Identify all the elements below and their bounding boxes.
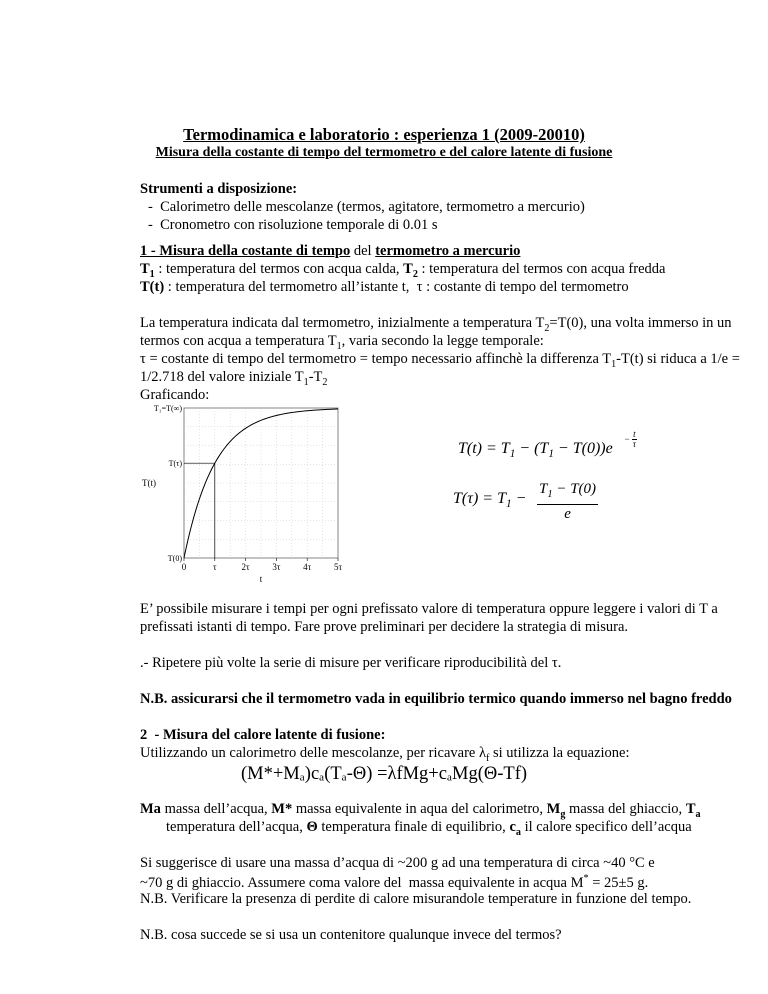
t2-label: $T_2$ [403, 261, 418, 280]
equation-1-exponent: − $\frac{t}{\tau}$ [624, 429, 636, 449]
paragraph-2-line-2: prefissati istanti di tempo. Fare prove preliminari per decidere la strategia di misura. [140, 619, 629, 635]
equation-2-fraction: $T_1 - T(0)$ e [539, 481, 597, 522]
section-1-def1: $T_1$ : temperatura del termos con acqua calda, $T_2$ : temperatura del termos con acqua fredda [140, 261, 666, 280]
page-title: Termodinamica e laboratorio : esperienza 1 (2009-20010) [183, 125, 585, 144]
chart-x-tick-label: 5τ [333, 562, 343, 572]
paragraph-1-line-5: Graficando: [140, 387, 210, 403]
exponential-chart [140, 402, 350, 592]
paragraph-1-line-3: τ = costante di tempo del termometro = tempo necessario affinchè la differenza $T_1-T(t)$ si riduca a 1/e = [140, 351, 740, 370]
paragraph-2-line-1: E’ possibile misurare i tempi per ogni prefissato valore di temperatura oppure leggere i valori di T a [140, 601, 718, 617]
definitions-line-2: temperatura dell’acqua, Θ temperatura finale di equilibrio, $c_a$ il calore specifico dell’acqua [166, 819, 692, 838]
nb-2: N.B. cosa succede se si usa un contenitore qualunque invece del termos? [140, 927, 562, 943]
tools-item-calorimeter: - Calorimetro delle mescolanze (termos, agitatore, termometro a mercurio) [148, 199, 585, 215]
chart-y-axis-label: T(t) [142, 478, 156, 488]
paragraph-1-line-1: La temperatura indicata dal termometro, inizialmente a temperatura $T_2=T(0)$, una volta immerso in un [140, 315, 732, 334]
paragraph-4-line-2: ~70 g di ghiaccio. Assumere coma valore del massa equivalente in acqua M* = 25±5 g. [140, 873, 649, 891]
paragraph-4-line-3: N.B. Verificare la presenza di perdite di calore misurandole temperature in funzione del tempo. [140, 891, 692, 907]
paragraph-1-line-4: 1/2.718 del valore iniziale $T_1-T_2$ [140, 369, 328, 388]
definitions-line-1: Ma massa dell’acqua, M* massa equivalente in aqua del calorimetro, $M_g$ massa del ghiaccio, $T_a$ [140, 801, 701, 820]
chart-y-tick-label-t0: T(0) [167, 554, 182, 563]
section-1-heading [140, 243, 520, 260]
section-1-heading-c: termometro a mercurio [375, 243, 521, 259]
equation-2-lhs: $T(\tau) = T_1$ − [453, 490, 527, 511]
section-2-heading: 2 - Misura del calore latente di fusione: [140, 727, 386, 743]
t1-label: $T_1$ [140, 261, 155, 280]
tt-label: T(t) [140, 279, 165, 295]
equation-1: $T(t) = T_1 - (T_1 - T(0))e$ [458, 440, 613, 461]
paragraph-4-line-1: Si suggerisce di usare una massa d’acqua di ~200 g ad una temperatura di circa ~40 °C e [140, 855, 655, 871]
paragraph-3: .- Ripetere più volte la serie di misure per verificare riproducibilità del τ. [140, 655, 562, 671]
section-1-heading-b: del [350, 243, 376, 259]
chart-x-tick-label: 4τ [303, 562, 312, 572]
chart-y-tick-label-ttau: T(τ) [168, 459, 182, 469]
section-2-intro: Utilizzando un calorimetro delle mescolanze, per ricavare $\lambda_f$ si utilizza la equazione: [140, 745, 630, 764]
nb-1: N.B. assicurarsi che il termometro vada in equilibrio termico quando immerso nel bagno freddo [140, 691, 732, 707]
chart-x-tick-label: 0 [181, 562, 187, 572]
chart-x-tick-label: 2τ [241, 562, 250, 572]
subtitle-part-b: del termometro e del calore latente di fusione [339, 145, 613, 160]
chart-x-tick-label: 3τ [272, 562, 281, 572]
subtitle-part-a: Misura della costante di tempo [155, 145, 340, 160]
paragraph-1-line-2: termos con acqua a temperatura $T_1$, varia secondo la legge temporale: [140, 333, 544, 352]
section-1-heading-a: 1 - Misura della costante di tempo [140, 243, 351, 259]
chart-x-axis-label: t [259, 574, 263, 584]
tools-heading: Strumenti a disposizione: [140, 181, 298, 197]
chart-y-tick-label-t1: T₁=T(∞) [153, 404, 182, 413]
page-subtitle [0, 145, 768, 161]
section-1-def2: T(t) : temperatura del termometro all’istante t, τ : costante di tempo del termometro [140, 279, 629, 295]
tools-item-chronometer: - Cronometro con risoluzione temporale di 0.01 s [148, 217, 438, 233]
chart-x-tick-label: τ [212, 562, 217, 572]
equation-3: (M*+Mₐ)cₐ(Tₐ-Θ) =λfMg+cₐMg(Θ-Tf) [240, 764, 528, 784]
